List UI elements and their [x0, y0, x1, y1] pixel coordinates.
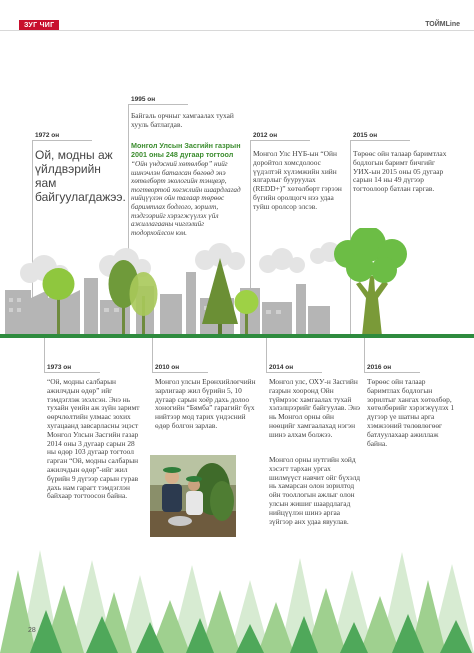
- timeline-rule-2016: [364, 372, 420, 373]
- text-2014: Монгол улс, ОХУ-н Засгийн газрын хооронд Ойн түймрээс хамгаалах тухай хэлэлцээрийг байгуулав. Энэ нь Монгол орны ойн нөөцийг хамгаалахад нэгэн шинэ алхам болжээ.: [269, 377, 361, 439]
- text-1973: “Ой, модны салбарын ажилчдын өдөр” ийг тэмдэглэж эхэлсэн. Энэ нь тухайн үеийн аж зүйн заримт өөрчлөлтийн улмаас зохих хугацаанд завсарласны эцэст Монгол Улсын Засгийн газар 2014 оны 3 дугаар сарын 28 ны өдөр 103 дугаар тогтоол гарган “Ой, модны салбарын ажилчдын өдөр”-ийг жил бүрийн 9 дүгээр сарын гурав дахь нам гарагт тэмдэглэн байхаар тогтоосон байна.: [47, 377, 140, 501]
- header-rule: [0, 30, 474, 31]
- ground-strip: [0, 334, 474, 338]
- year-2010: 2010 он: [155, 364, 180, 371]
- text-2010: Монгол улсын Ерөнхийлөгчийн зарлигаар жил бүрийн 5, 10 дугаар сарын хоёр дахь долоо хоногийн “Бямба” гарагийг бүх нийтээр мод тарих үндэсний өдөр болгон зарлав.: [155, 377, 256, 430]
- text-1972: Ой, модны аж үйлдвэрийн яам байгуулагдажээ.: [35, 148, 126, 204]
- year-2016: 2016 он: [367, 364, 392, 371]
- timeline-line-2010: [152, 338, 153, 372]
- section-tag: ЗУГ ЧИГ: [19, 20, 59, 31]
- quote-1995: “Ойн үндэсний хөтөлбөр” нийг шинэчлэн баталсан бөгөөд энэ хөтөлбөрт экологийн тэнцвэр, тогтвортой хөгжлийн шаардлагад нийцүүлэн ойн талаар төрөөс баримтлах бодлого, зорилт, тэдгээрийг хэрэгжүүлэх үйл ажиллагааны чиглэлийг тодорхойлсон юм.: [131, 160, 241, 237]
- magazine-title: ТОЙМLine: [425, 21, 460, 28]
- text-2015: Төрөөс ойн талаар баримтлах бодлогын баримт бичгийг УИХ-ын 2015 оны 05 дугаар сарын 14 ны 49 дүгээр тогтоолоор батлан гаргав.: [353, 149, 447, 194]
- year-2012: 2012 он: [253, 132, 278, 139]
- forest-silhouette: [0, 530, 474, 653]
- forest-mid-layer: [0, 570, 446, 653]
- timeline-rule-2015: [350, 140, 410, 141]
- year-1995: 1995 он: [131, 96, 156, 103]
- year-2015: 2015 он: [353, 132, 378, 139]
- text-1995: Байгаль орчныг хамгаалах тухай хууль батлагдав.: [131, 111, 234, 129]
- timeline-line-1973: [44, 338, 45, 372]
- year-1972: 1972 он: [35, 132, 60, 139]
- year-2014: 2014 он: [269, 364, 294, 371]
- text-2016: Төрөөс ойн талаар баримтлах бодлогын зорилтыг хангах хөтөлбөр, хөтөлбөрийг хэрэгжүүлэх 1 дүгээр үе шатны арга хэмжээний төлөвлөгөөг батлуулахаар ажиллаж байна.: [367, 377, 455, 448]
- landscape-illustration: [0, 228, 474, 336]
- timeline-rule-2014: [266, 372, 322, 373]
- timeline-line-2016: [364, 338, 365, 372]
- year-1973: 1973 он: [47, 364, 72, 371]
- timeline-rule-2010: [152, 372, 208, 373]
- big-tree: [334, 228, 407, 336]
- page-number: 28: [28, 627, 36, 634]
- subhead-1995: Монгол Улсын Засгийн газрын 2001 оны 248 дугаар тогтоол: [131, 141, 241, 159]
- timeline-rule-1972: [32, 140, 92, 141]
- timeline-line-2014: [266, 338, 267, 372]
- timeline-rule-1995: [128, 104, 188, 105]
- timeline-rule-2012: [250, 140, 310, 141]
- timeline-rule-1973: [44, 372, 100, 373]
- text-2014-part2: Монгол орны нутгийн хойд хэсэгт тархан ургах шилмүүст навчит ойг бүхэлд нь хамарсан олон зорилтод ойн тооллогын ажлыг олон улсын жишиг шаардлагад нийцүүлэн шинэ аргаа зүйгээр анх удаа явуулав.: [269, 455, 361, 526]
- text-2012: Монгол Улс НҮБ-ын “Ойн доройтол хомсдолоос үүдэлтэй хүлэмжийн хийн ялгарлыг бууруулах (REDD+)” хөтөлбөрт гэрээн бүгийн оролцогч нээ удаа туйш оролсор элсэв.: [253, 149, 342, 211]
- tree-planting-photo: [150, 455, 236, 537]
